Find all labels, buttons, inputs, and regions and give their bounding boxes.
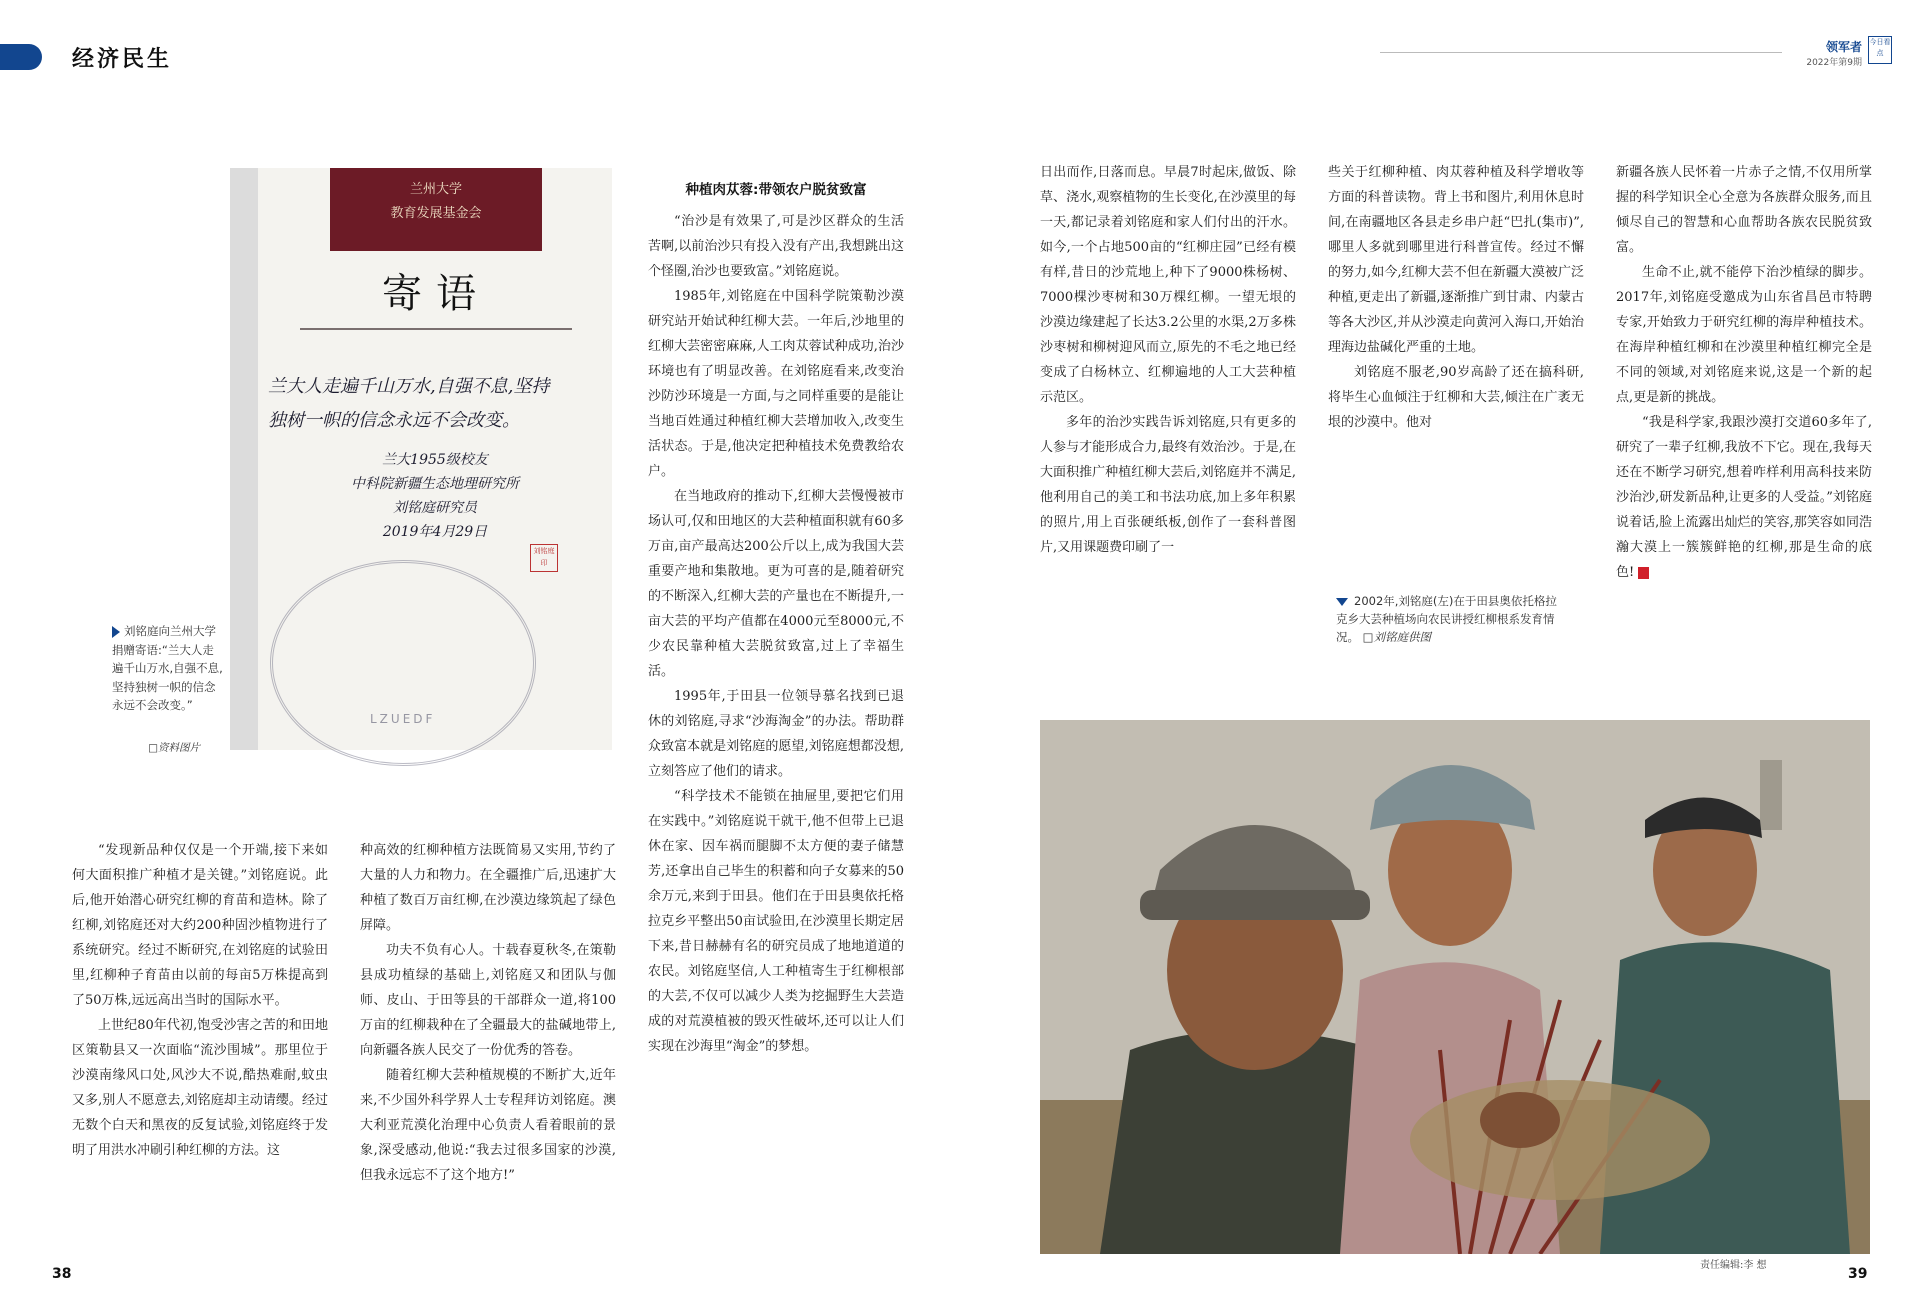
page-number-left: 38 <box>52 1266 72 1282</box>
paragraph: 1985年,刘铭庭在中国科学院策勒沙漠研究站开始试种红柳大芸。一年后,沙地里的红柳大芸密密麻麻,人工肉苁蓉试种成功,治沙环境也有了明显改善。在刘铭庭看来,改变治沙防沙环境是一方面,与之同样重要的是能让当地百姓通过种植红柳大芸增加收入,改变生活状态。于是,他决定把种植技术免费教给农户。 <box>648 289 904 479</box>
section-tab <box>0 44 42 70</box>
paragraph: “科学技术不能锁在抽屉里,要把它们用在实践中。”刘铭庭说干就干,他不但带上已退休在家、因车祸而腿脚不太方便的妻子储慧芳,还拿出自己毕生的积蓄和向子女募来的50余万元,来到于田县。他们在于田县奥依托格拉克乡平整出50亩试验田,在沙漠里长期定居下来,昔日赫赫有名的研究员成了地地道道的农民。刘铭庭坚信,人工种植寄生于红柳根部的大芸,不仅可以减少人类为挖掘野生大芸造成的对荒漠植被的毁灭性破坏,还可以让人们实现在沙海里“淘金”的梦想。 <box>648 789 904 1054</box>
caption-right-credit: □刘铭庭供图 <box>1362 630 1432 644</box>
column-bottom-middle <box>360 838 616 1188</box>
magazine-brand <box>1806 38 1862 68</box>
paragraph: 多年的治沙实践告诉刘铭庭,只有更多的人参与才能形成合力,最终有效治沙。于是,在大面积推广种植红柳大芸后,刘铭庭并不满足,他利用自己的美工和书法功底,加上多年积累的照片,用上百张硬纸板,创作了一套科普图片,又用课题费印刷了一 <box>1040 415 1296 555</box>
paragraph <box>1616 410 1872 585</box>
column-4 <box>1040 160 1296 560</box>
field-photo <box>1040 720 1870 1254</box>
paragraph: 随着红柳大芸种植规模的不断扩大,近年来,不少国外科学界人士专程拜访刘铭庭。澳大利亚荒漠化治理中心负责人看着眼前的景象,深受感动,他说:“我去过很多国家的沙漠,但我永远忘不了这个地方!” <box>360 1068 616 1183</box>
handwriting-line1: 兰大人走遍千山万水,自强不息,坚持 <box>268 376 550 397</box>
university-stamp <box>270 560 536 766</box>
paragraph: 在当地政府的推动下,红柳大芸慢慢被市场认可,仅和田地区的大芸种植面积就有60多万亩,亩产最高达200公斤以上,成为我国大芸重要产地和集散地。更为可喜的是,随着研究的不断深入,红柳大芸的产量也在不断提升,一亩大芸的平均产值都在4000元至8000元,不少农民靠种植大芸脱贫致富,过上了幸福生活。 <box>648 489 904 679</box>
column-bottom-left <box>72 838 328 1163</box>
section-heading: 种植肉苁蓉:带领农户脱贫致富 <box>685 182 867 198</box>
paragraph: 新疆各族人民怀着一片赤子之情,不仅用所掌握的科学知识全心全意为各族群众服务,而且倾尽自己的智慧和心血帮助各族农民脱贫致富。 <box>1616 165 1872 255</box>
ribbon-line2: 教育发展基金会 <box>390 206 482 221</box>
paragraph: 上世纪80年代初,饱受沙害之苦的和田地区策勒县又一次面临“流沙围城”。那里位于沙漠南缘风口处,风沙大不说,酷热难耐,蚊虫又多,别人不愿意去,刘铭庭却主动请缨。经过无数个白天和黑夜的反复试验,刘铭庭终于发明了用洪水冲刷引种红柳的方法。这 <box>72 1018 328 1158</box>
handwriting-line2: 独树一帜的信念永远不会改变。 <box>268 410 520 431</box>
brand-issue: 2022年第9期 <box>1806 58 1862 68</box>
sign-date: 2019年4月29日 <box>382 524 488 540</box>
sign-line2: 中科院新疆生态地理研究所 <box>351 476 519 492</box>
paragraph: “发现新品种仅仅是一个开端,接下来如何大面积推广种植才是关键。”刘铭庭说。此后,他开始潜心研究红柳的育苗和造林。除了红柳,刘铭庭还对大约200种固沙植物进行了系统研究。经过不断研究,在刘铭庭的试验田里,红柳种子育苗由以前的每亩5万株提高到了50万株,远远高出当时的国际水平。 <box>72 843 328 1008</box>
stamp-text: LZUEDF <box>370 712 436 726</box>
paragraph: 日出而作,日落而息。早晨7时起床,做饭、除草、浇水,观察植物的生长变化,在沙漠里的每一天,都记录着刘铭庭和家人们付出的汗水。如今,一个占地500亩的“红柳庄园”已经有模有样,昔日的沙荒地上,种下了9000株杨树、7000棵沙枣树和30万棵红柳。一望无垠的沙漠边缘建起了长达3.2公里的水渠,2万多株沙枣树和柳树迎风而立,原先的不毛之地已经变成了白杨林立、红柳遍地的人工大芸种植示范区。 <box>1040 165 1296 405</box>
caption-right <box>1336 592 1566 646</box>
inscription-ribbon <box>330 168 542 251</box>
paragraph: 生命不止,就不能停下治沙植绿的脚步。2017年,刘铭庭受邀成为山东省昌邑市特聘专家,开始致力于研究红柳的海岸种植技术。在海岸种植红柳和在沙漠里种植红柳完全是不同的领域,对刘铭庭来说,这是一个新的起点,更是新的挑战。 <box>1616 265 1872 405</box>
caption-left-credit: □资料图片 <box>148 742 200 754</box>
red-seal: 刘铭庭印 <box>530 544 558 572</box>
page-number-right: 39 <box>1848 1266 1868 1282</box>
paragraph: 刘铭庭不服老,90岁高龄了还在搞科研,将毕生心血倾注于红柳和大芸,倾注在广袤无垠的沙漠中。他对 <box>1328 365 1584 430</box>
column-5 <box>1328 160 1584 435</box>
caption-arrow-icon <box>1336 598 1348 606</box>
caption-arrow-icon <box>112 626 120 638</box>
ribbon-line1: 兰州大学 <box>409 182 462 197</box>
paragraph: 功夫不负有心人。十载春夏秋冬,在策勒县成功植绿的基础上,刘铭庭又和团队与伽师、皮山、于田等县的干部群众一道,将100万亩的红柳栽种在了全疆最大的盐碱地带上,向新疆各族人民交了一份优秀的答卷。 <box>360 943 616 1058</box>
sign-line3: 刘铭庭研究员 <box>393 500 477 516</box>
header-divider <box>1380 52 1782 53</box>
brand-name: 领军者 <box>1825 40 1862 54</box>
paragraph-text: “我是科学家,我跟沙漠打交道60多年了,研究了一辈子红柳,我放不下它。现在,我每天还在不断学习研究,想着咋样利用高科技来防沙治沙,研发新品种,让更多的人受益。”刘铭庭说着话,脸上流露出灿烂的笑容,那笑容如同浩瀚大漠上一簇簇鲜艳的红柳,那是生命的底色! <box>1616 415 1872 580</box>
inscription-signature <box>290 448 580 544</box>
caption-left-text: 刘铭庭向兰州大学捐赠寄语:“兰大人走遍千山万水,自强不息,坚持独树一帜的信念永远不会改变。” <box>112 624 223 712</box>
ornament-divider <box>300 328 572 342</box>
roots <box>1410 1080 1710 1200</box>
paragraph: 种高效的红柳种植方法既简易又实用,节约了大量的人力和物力。在全疆推广后,迅速扩大种植了数百万亩红柳,在沙漠边缘筑起了绿色屏障。 <box>360 843 616 933</box>
sign-line1: 兰大1955级校友 <box>382 452 488 468</box>
inscription-title: 寄语 <box>382 271 490 317</box>
paragraph: “治沙是有效果了,可是沙区群众的生活苦啊,以前治沙只有投入没有产出,我想跳出这个怪圈,治沙也要致富。”刘铭庭说。 <box>648 214 904 279</box>
photo-illustration <box>1040 720 1870 1254</box>
column-6 <box>1616 160 1872 585</box>
hand <box>1480 1092 1560 1148</box>
brand-box: 今日看点 <box>1868 36 1892 64</box>
caption-right-text: 2002年,刘铭庭(左)在于田县奥依托格拉克乡大芸种植场向农民讲授红柳根系发育情况。 <box>1336 594 1557 644</box>
section-title: 经济民生 <box>72 47 173 72</box>
caption-left <box>112 622 224 715</box>
paragraph: 些关于红柳种植、肉苁蓉种植及科学增收等方面的科普读物。背上书和图片,利用休息时间,在南疆地区各县走乡串户赶“巴扎(集市)”,哪里人多就到哪里进行科普宣传。经过不懈的努力,如今,红柳大芸不但在新疆大漠被广泛种植,更走出了新疆,逐渐推广到甘肃、内蒙古等各大沙区,并从沙漠走向黄河入海口,开始治理海边盐碱化严重的土地。 <box>1328 165 1584 355</box>
inscription-handwriting <box>268 370 598 438</box>
distant-person <box>1760 760 1782 830</box>
end-mark-icon: J <box>1638 567 1649 579</box>
editor-credit: 责任编辑:李 想 <box>1700 1260 1767 1271</box>
paragraph: 1995年,于田县一位领导慕名找到已退休的刘铭庭,寻求“沙海淘金”的办法。帮助群众致富本就是刘铭庭的愿望,刘铭庭想都没想,立刻答应了他们的请求。 <box>648 689 904 779</box>
column-3 <box>648 178 904 1059</box>
